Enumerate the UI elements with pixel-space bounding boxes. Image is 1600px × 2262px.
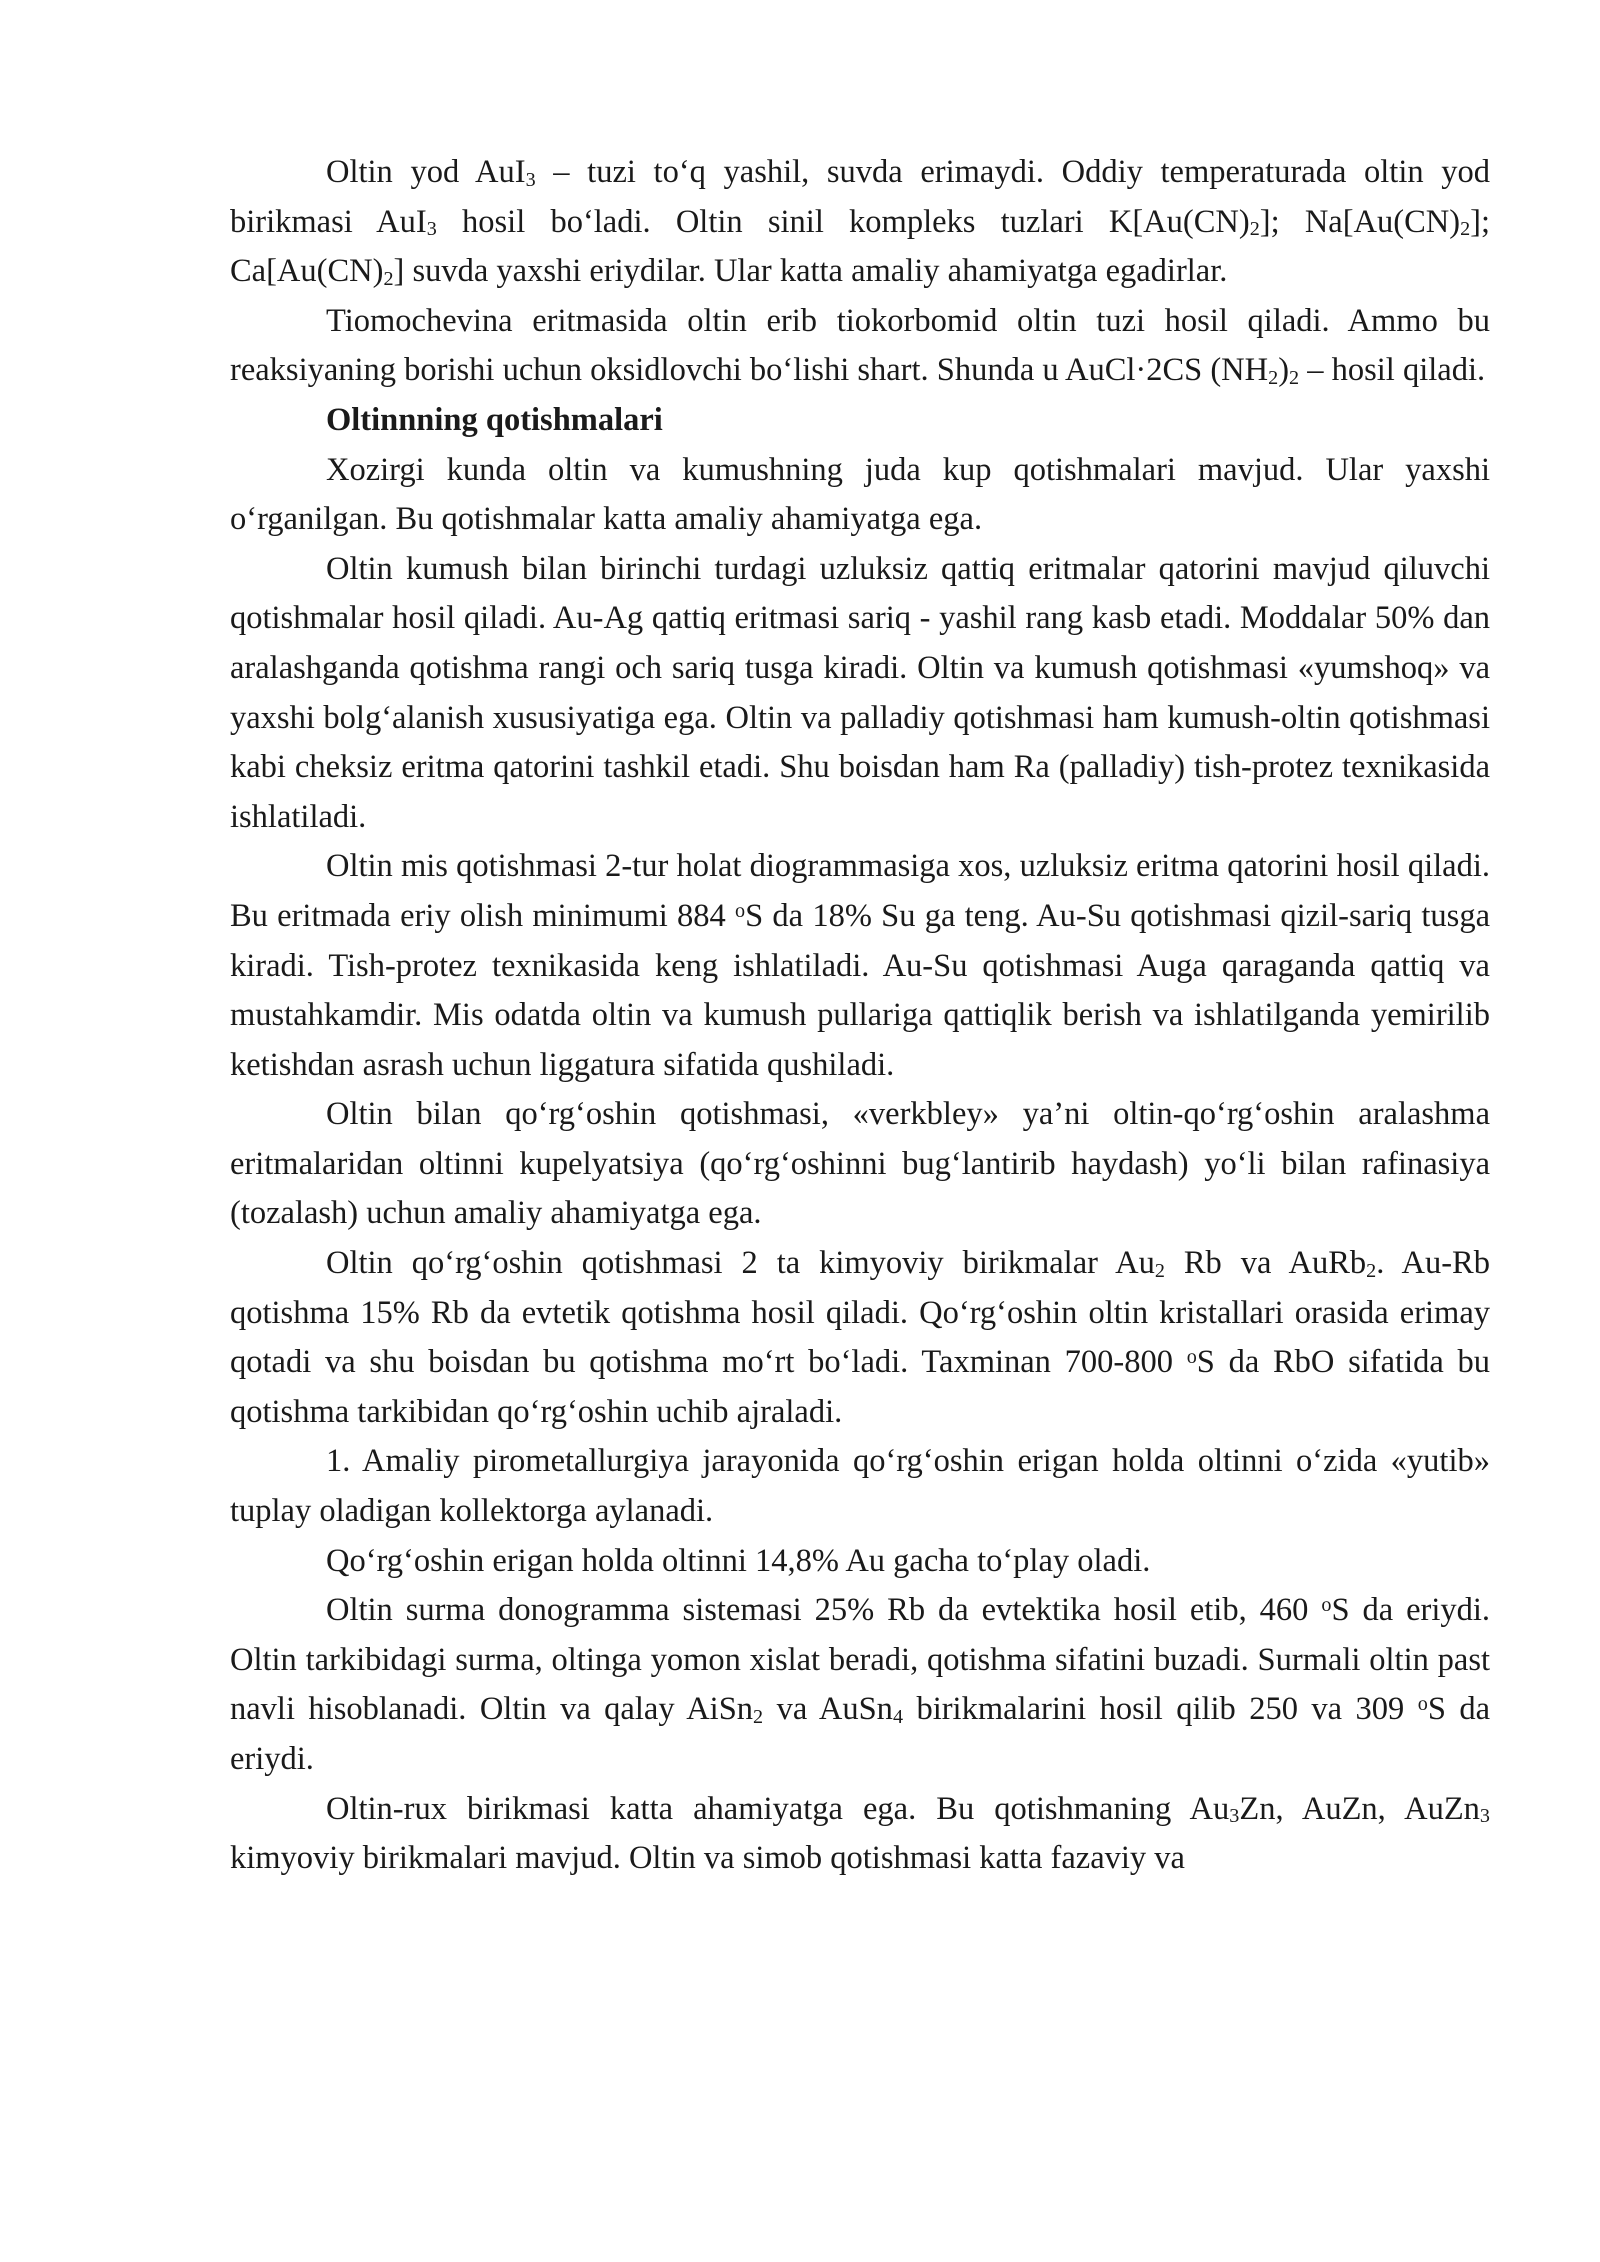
paragraph-pyrometallurgy: 1. Amaliy pirometallurgiya jarayonida qo‘rg‘oshin erigan holda oltinni o‘zida «yutib» tuplay oladigan kollektorga aylanadi.	[230, 1443, 1490, 1530]
document-body	[230, 148, 1490, 1884]
paragraph-gold-zinc: Oltin-rux birikmasi katta ahamiyatga ega. Bu qotishmaning $Au_3Zn$, AuZn, AuZn$_3$ kimyoviy birikmalari mavjud. Oltin va simob qotishmasi katta fazaviy va	[230, 1790, 1490, 1877]
paragraph-gold-copper: Oltin mis qotishmasi 2-tur holat diogrammasiga xos, uzluksiz eritma qatorini hosil qiladi. Bu eritmada eriy olish minimumi 884 $^o$S da 18% Su ga teng. Au-Su qotishmasi qizil-sariq tusga kiradi. Tish-protez texnikasida keng ishlatiladi. Au-Su qotishmasi Auga qaraganda qattiq va mustahkamdir. Mis odatda oltin va kumush pullariga qattiqlik berish va ishlatilganda yemirilib ketishdan asrash uchun liggatura sifatida qushiladi.	[230, 848, 1490, 1083]
paragraph-gold-lead: Oltin bilan qo‘rg‘oshin qotishmasi, «verkbley» ya’ni oltin-qo‘rg‘oshin aralashma eritmalaridan oltinni kupelyatsiya (qo‘rg‘oshinni bug‘lantirib haydash) yo‘li bilan rafinasiya (tozalash) uchun amaliy ahamiyatga ega.	[230, 1096, 1490, 1232]
paragraph-gold-silver: Oltin kumush bilan birinchi turdagi uzluksiz qattiq eritmalar qatorini mavjud qiluvchi qotishmalar hosil qiladi. Au-Ag qattiq eritmasi sariq - yashil rang kasb etadi. Moddalar 50% dan aralashganda qotishma rangi och sariq tusga kiradi. Oltin va kumush qotishmasi «yumshoq» va yaxshi bolg‘alanish xususiyatiga ega. Oltin va palladiy qotishmasi ham kumush-oltin qotishmasi kabi cheksiz eritma qatorini tashkil etadi. Shu boisdan ham Ra (palladiy) tish-protez texnikasida ishlatiladi.	[230, 550, 1490, 835]
paragraph-lead-capacity: Qo‘rg‘oshin erigan holda oltinni 14,8% Au gacha to‘play oladi.	[326, 1542, 1151, 1579]
paragraph-thiourea: Tiomochevina eritmasida oltin erib tiokorbomid oltin tuzi hosil qiladi. Ammo bu reaksiyaning borishi uchun oksidlovchi bo‘lishi shart. Shunda u AuCl·2CS $(NH_2)_2$ – hosil qiladi.	[230, 302, 1490, 389]
paragraph-gold-antimony: Oltin surma donogramma sistemasi 25% Rb da evtektika hosil etib, 460 $^o$S da eriydi. Oltin tarkibidagi surma, oltinga yomon xislat beradi, qotishma sifatini buzadi. Surmali oltin past navli hisoblanadi. Oltin va qalay AiSn$_2$ va AuSn$_4$ birikmalarini hosil qilib 250 va 309 $^o$S da eriydi.	[230, 1592, 1491, 1777]
section-heading: Oltinnning qotishmalari	[326, 401, 663, 438]
paragraph-gold-lead-compounds: Oltin qo‘rg‘oshin qotishmasi 2 ta kimyoviy birikmalar $Au_2$ Rb va AuRb$_2$. Au-Rb qotishma 15% Rb da evtetik qotishma hosil qiladi. Qo‘rg‘oshin oltin kristallari orasida erimay qotadi va shu boisdan bu qotishma mo‘rt bo‘ladi. Taxminan 700-800 $^o$S da RbO sifatida bu qotishma tarkibidan qo‘rg‘oshin uchib ajraladi.	[230, 1245, 1490, 1430]
paragraph-alloys-intro: Xozirgi kunda oltin va kumushning juda kup qotishmalari mavjud. Ular yaxshi o‘rganilgan. Bu qotishmalar katta amaliy ahamiyatga ega.	[230, 451, 1490, 538]
paragraph-gold-iodide: Oltin yod AuI$_3$ – tuzi to‘q yashil, suvda erimaydi. Oddiy temperaturada oltin yod birikmasi AuI$_3$ hosil bo‘ladi. Oltin sinil kompleks tuzlari $K[Au(CN)_2]$; $Na[Au(CN)_2]$; $Ca[Au(CN)_2]$ suvda yaxshi eriydilar. Ular katta amaliy ahamiyatga egadirlar.	[230, 154, 1490, 290]
